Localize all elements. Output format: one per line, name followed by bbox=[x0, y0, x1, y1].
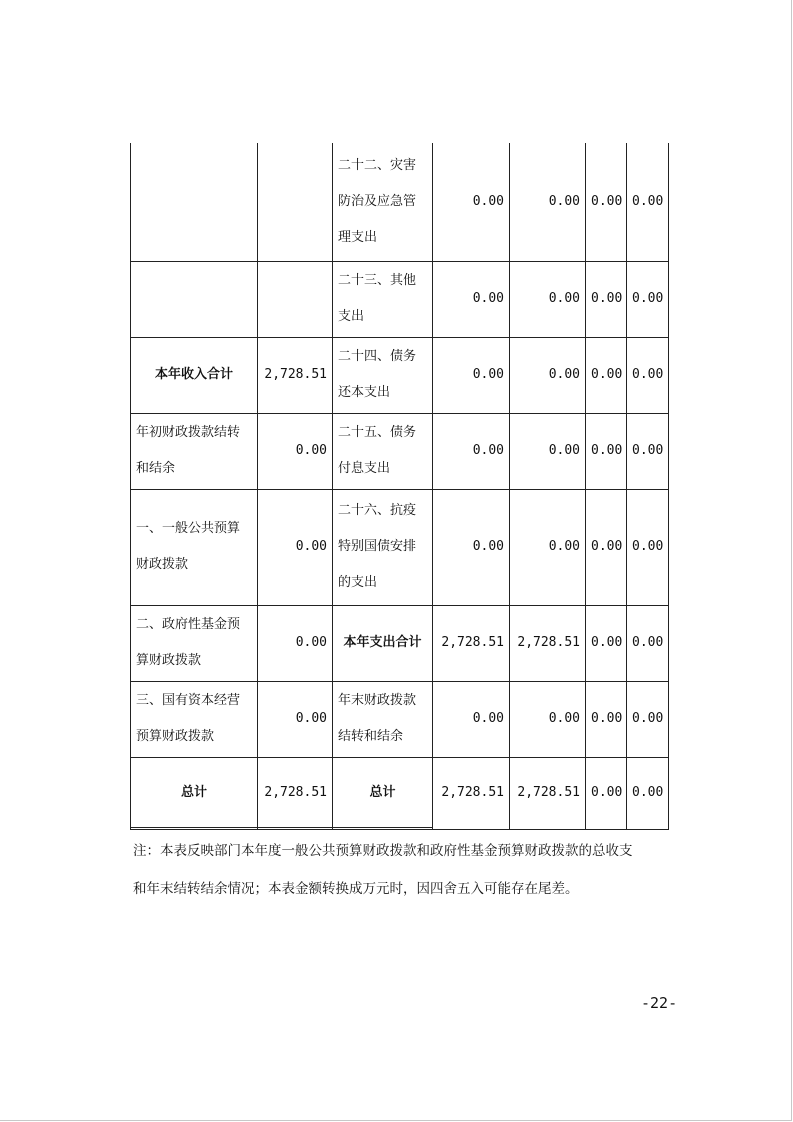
income-value-cell: 2,728.51 bbox=[258, 757, 333, 829]
value-cell: 0.00 bbox=[433, 681, 510, 757]
table-row bbox=[131, 605, 669, 681]
expense-label-cell: 二十四、债务还本支出 bbox=[333, 337, 433, 413]
expense-label-cell: 总计 bbox=[333, 757, 433, 829]
table-row bbox=[131, 413, 669, 489]
expense-label-cell: 年末财政拨款结转和结余 bbox=[333, 681, 433, 757]
table-row bbox=[131, 757, 669, 829]
table-notes bbox=[133, 832, 693, 908]
expense-label-cell: 二十五、债务付息支出 bbox=[333, 413, 433, 489]
value-cell: 0.00 bbox=[586, 681, 627, 757]
expense-label-cell: 二十三、其他支出 bbox=[333, 261, 433, 337]
value-cell: 0.00 bbox=[433, 413, 510, 489]
value-cell: 2,728.51 bbox=[510, 757, 586, 829]
value-cell: 2,728.51 bbox=[433, 757, 510, 829]
value-cell: 0.00 bbox=[627, 681, 669, 757]
value-cell: 0.00 bbox=[586, 605, 627, 681]
value-cell: 0.00 bbox=[627, 143, 669, 261]
value-cell: 0.00 bbox=[627, 337, 669, 413]
value-cell: 0.00 bbox=[433, 143, 510, 261]
expense-label-cell: 二十二、灾害防治及应急管理支出 bbox=[333, 143, 433, 261]
income-label-cell: 总计 bbox=[131, 757, 258, 829]
expense-label-cell: 二十六、抗疫特别国债安排的支出 bbox=[333, 489, 433, 605]
value-cell: 0.00 bbox=[510, 143, 586, 261]
value-cell: 0.00 bbox=[433, 261, 510, 337]
income-value-cell: 0.00 bbox=[258, 489, 333, 605]
income-value-cell: 2,728.51 bbox=[258, 337, 333, 413]
value-cell: 0.00 bbox=[510, 413, 586, 489]
value-cell: 0.00 bbox=[586, 757, 627, 829]
value-cell: 0.00 bbox=[586, 337, 627, 413]
income-label-cell bbox=[131, 143, 258, 261]
value-cell: 0.00 bbox=[586, 143, 627, 261]
notes-line-1: 注：本表反映部门本年度一般公共预算财政拨款和政府性基金预算财政拨款的总收支 bbox=[133, 843, 633, 859]
income-value-cell: 0.00 bbox=[258, 605, 333, 681]
table-row bbox=[131, 143, 669, 261]
value-cell: 0.00 bbox=[510, 489, 586, 605]
value-cell: 0.00 bbox=[586, 489, 627, 605]
notes-line-2: 和年末结转结余情况；本表金额转换成万元时，因四舍五入可能存在尾差。 bbox=[133, 881, 579, 897]
expense-label-cell: 本年支出合计 bbox=[333, 605, 433, 681]
value-cell: 0.00 bbox=[627, 605, 669, 681]
table-bottom-rule bbox=[130, 827, 432, 828]
page-number: -22- bbox=[641, 994, 678, 1012]
value-cell: 0.00 bbox=[510, 261, 586, 337]
income-label-cell bbox=[131, 261, 258, 337]
value-cell: 0.00 bbox=[627, 757, 669, 829]
budget-table bbox=[130, 143, 669, 830]
value-cell: 0.00 bbox=[433, 337, 510, 413]
table-row bbox=[131, 489, 669, 605]
value-cell: 0.00 bbox=[433, 489, 510, 605]
income-label-cell: 一、一般公共预算财政拨款 bbox=[131, 489, 258, 605]
table-row bbox=[131, 337, 669, 413]
income-label-cell: 本年收入合计 bbox=[131, 337, 258, 413]
value-cell: 0.00 bbox=[627, 261, 669, 337]
value-cell: 0.00 bbox=[510, 681, 586, 757]
income-value-cell bbox=[258, 261, 333, 337]
income-value-cell bbox=[258, 143, 333, 261]
table-row bbox=[131, 261, 669, 337]
income-value-cell: 0.00 bbox=[258, 413, 333, 489]
value-cell: 0.00 bbox=[586, 261, 627, 337]
value-cell: 2,728.51 bbox=[433, 605, 510, 681]
value-cell: 0.00 bbox=[627, 413, 669, 489]
income-label-cell: 年初财政拨款结转和结余 bbox=[131, 413, 258, 489]
income-label-cell: 二、政府性基金预算财政拨款 bbox=[131, 605, 258, 681]
income-value-cell: 0.00 bbox=[258, 681, 333, 757]
income-label-cell: 三、国有资本经营预算财政拨款 bbox=[131, 681, 258, 757]
value-cell: 0.00 bbox=[586, 413, 627, 489]
value-cell: 0.00 bbox=[510, 337, 586, 413]
value-cell: 2,728.51 bbox=[510, 605, 586, 681]
value-cell: 0.00 bbox=[627, 489, 669, 605]
table-row bbox=[131, 681, 669, 757]
